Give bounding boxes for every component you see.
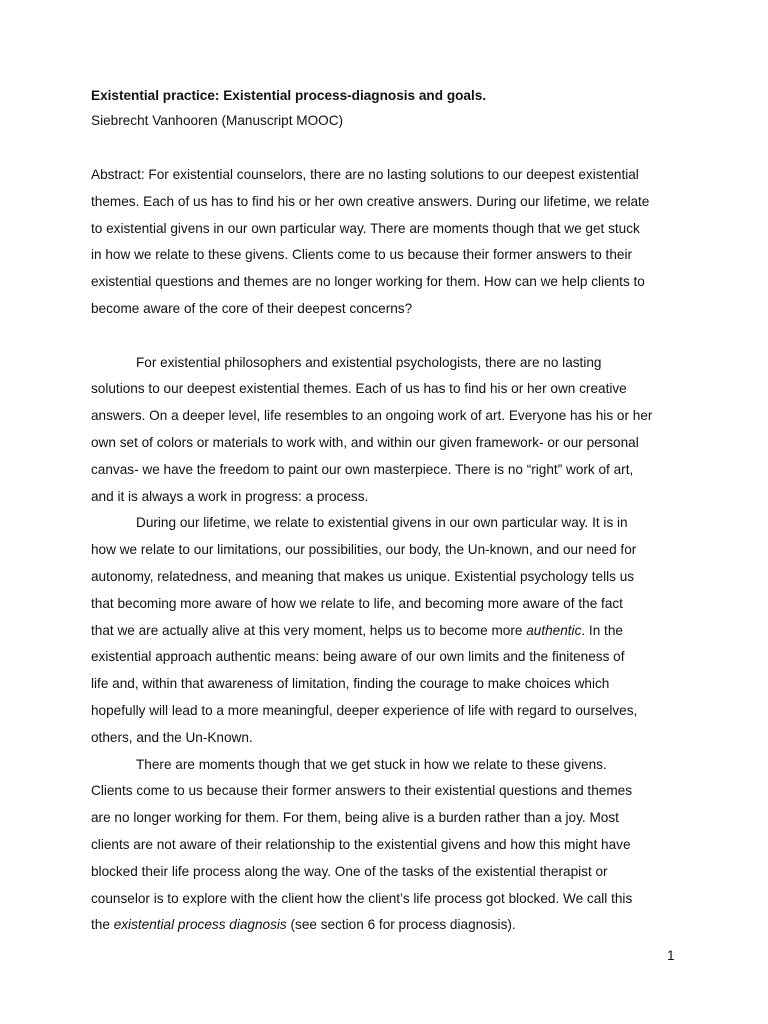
- paragraph-line: how we relate to our limitations, our possibilities, our body, the Un-known, and our need for: [91, 542, 637, 558]
- paragraph-line: others, and the Un-Known.: [91, 729, 253, 745]
- document-page: [91, 84, 681, 939]
- abstract-line: in how we relate to these givens. Clients come to us because their former answers to their: [91, 247, 632, 263]
- paragraph-line: For existential philosophers and existential psychologists, there are no lasting: [136, 354, 602, 370]
- paragraph-line: that becoming more aware of how we relate to life, and becoming more aware of the fact: [91, 595, 623, 611]
- paragraph-line: own set of colors or materials to work with, and within our given framework- or our personal: [91, 434, 639, 450]
- paragraph-line: existential approach authentic means: being aware of our own limits and the finiteness of: [91, 649, 625, 665]
- paragraph-line: hopefully will lead to a more meaningful, deeper experience of life with regard to ourselves,: [91, 702, 638, 718]
- paragraph-line: counselor is to explore with the client how the client’s life process got blocked. We call this: [91, 890, 633, 906]
- document-author: Siebrecht Vanhooren (Manuscript MOOC): [91, 113, 344, 128]
- abstract: [91, 162, 681, 323]
- paragraph-line: canvas- we have the freedom to paint our own masterpiece. There is no “right” work of art,: [91, 461, 634, 477]
- paragraph-line: [91, 618, 681, 645]
- abstract-line: themes. Each of us has to find his or her own creative answers. During our lifetime, we relate: [91, 193, 650, 209]
- paragraph-line: autonomy, relatedness, and meaning that makes us unique. Existential psychology tells us: [91, 568, 635, 584]
- text-run: (see section 6 for process diagnosis).: [286, 917, 516, 933]
- paragraph-line: are no longer working for them. For them, being alive is a burden rather than a joy. Most: [91, 810, 619, 826]
- text-run: . In the: [581, 622, 623, 638]
- paragraph-line: solutions to our deepest existential themes. Each of us has to find his or her own creative: [91, 381, 627, 397]
- paragraph-3: [91, 752, 681, 940]
- text-run: the: [91, 917, 114, 933]
- abstract-line: Abstract: For existential counselors, there are no lasting solutions to our deepest existential: [91, 167, 639, 182]
- paragraph-line: blocked their life process along the way. One of the tasks of the existential therapist or: [91, 863, 608, 879]
- emphasis-process-diagnosis: existential process diagnosis: [113, 917, 287, 933]
- paragraph-line: life and, within that awareness of limitation, finding the courage to make choices which: [91, 676, 610, 692]
- paragraph-line: There are moments though that we get stuck in how we relate to these givens.: [136, 756, 607, 772]
- paragraph-1: [91, 350, 681, 511]
- paragraph-line: Clients come to us because their former answers to their existential questions and themes: [91, 783, 632, 799]
- paragraph-line: During our lifetime, we relate to existential givens in our own particular way. It is in: [136, 515, 628, 531]
- paragraph-line: [91, 912, 681, 939]
- page-number: 1: [667, 948, 675, 963]
- abstract-line: to existential givens in our own particular way. There are moments though that we get stuck: [91, 220, 640, 236]
- paragraph-line: and it is always a work in progress: a process.: [91, 488, 369, 504]
- abstract-line: become aware of the core of their deepest concerns?: [91, 300, 413, 316]
- document-title: Existential practice: Existential process-diagnosis and goals.: [91, 88, 487, 103]
- paragraph-2: [91, 510, 681, 751]
- text-run: that we are actually alive at this very moment, helps us to become more: [91, 622, 527, 638]
- emphasis-authentic: authentic: [526, 622, 582, 638]
- paragraph-line: clients are not aware of their relationship to the existential givens and how this might have: [91, 836, 631, 852]
- paragraph-line: answers. On a deeper level, life resembles to an ongoing work of art. Everyone has his or her: [91, 408, 653, 424]
- abstract-line: existential questions and themes are no longer working for them. How can we help clients to: [91, 274, 645, 290]
